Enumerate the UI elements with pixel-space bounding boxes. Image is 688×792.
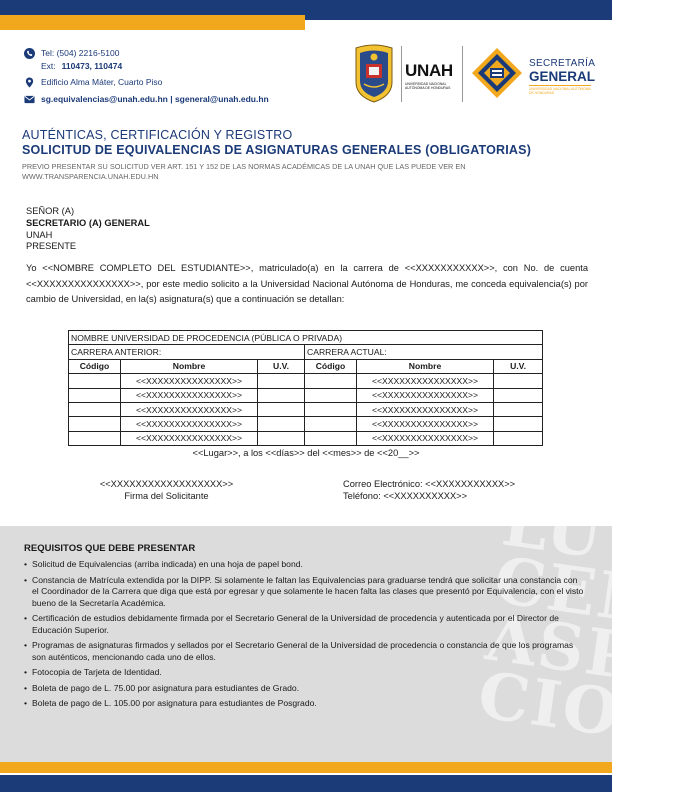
list-item: • Programas de asignaturas firmados y sellados por el Secretario General de la Universidad de procedencia o constancia de que los programas son auténticos, mencionando cada uno de ellos. [24, 640, 584, 663]
secretaria-general-emblem-icon [470, 46, 524, 100]
uv-cell[interactable] [258, 388, 305, 402]
bottom-banner-gold [0, 762, 612, 773]
sg-logo-line1: SECRETARÍA [529, 58, 596, 69]
decorative-watermark: LU CEM ASPI CIO [473, 485, 676, 752]
uv-cell[interactable] [258, 417, 305, 431]
logo-divider [462, 46, 463, 102]
code-cell[interactable] [69, 402, 121, 416]
phone-text: Tel: (504) 2216-5100 [41, 48, 120, 58]
table-row [69, 374, 543, 388]
column-header: Nombre [357, 359, 494, 373]
previous-career-field[interactable]: CARRERA ANTERIOR: [69, 345, 305, 359]
phone-icon [24, 48, 35, 59]
code-cell[interactable] [305, 431, 357, 445]
table-row [69, 402, 543, 416]
section-heading: AUTÉNTICAS, CERTIFICACIÓN Y REGISTRO [22, 128, 293, 142]
unah-seal-icon [352, 44, 396, 104]
uv-cell[interactable] [258, 374, 305, 388]
address-text: Edificio Alma Máter, Cuarto Piso [41, 77, 163, 87]
code-cell[interactable] [69, 417, 121, 431]
name-cell[interactable]: <<XXXXXXXXXXXXXXX>> [121, 431, 258, 445]
column-header: U.V. [494, 359, 543, 373]
addressee-line: PRESENTE [26, 241, 77, 252]
uv-cell[interactable] [494, 374, 543, 388]
signature-block [94, 479, 239, 502]
code-cell[interactable] [305, 402, 357, 416]
addressee-block [26, 206, 150, 253]
equivalence-table [68, 330, 543, 446]
sg-logo-line2: GENERAL [529, 69, 596, 84]
code-cell[interactable] [69, 374, 121, 388]
unah-logo-text: UNAH [405, 61, 453, 80]
list-item: • Solicitud de Equivalencias (arriba indicada) en una hoja de papel bond. [24, 559, 584, 571]
addressee-line: SEÑOR (A) [26, 206, 75, 216]
university-field[interactable]: NOMBRE UNIVERSIDAD DE PROCEDENCIA (PÚBLICA O PRIVADA) [69, 331, 543, 345]
ext-value: 110473, 110474 [61, 61, 123, 71]
name-cell[interactable]: <<XXXXXXXXXXXXXXX>> [357, 402, 494, 416]
name-cell[interactable]: <<XXXXXXXXXXXXXXX>> [357, 417, 494, 431]
form-title: SOLICITUD DE EQUIVALENCIAS DE ASIGNATURAS GENERALES (OBLIGATORIAS) [22, 143, 532, 157]
contact-block [24, 47, 269, 106]
uv-cell[interactable] [494, 388, 543, 402]
signature-label: Firma del Solicitante [124, 490, 209, 501]
uv-cell[interactable] [494, 402, 543, 416]
code-cell[interactable] [69, 431, 121, 445]
list-item: • Boleta de pago de L. 105.00 por asignatura para estudiantes de Posgrado. [24, 698, 584, 710]
logos-area [352, 44, 596, 106]
name-cell[interactable]: <<XXXXXXXXXXXXXXX>> [357, 374, 494, 388]
list-item: • Boleta de pago de L. 75.00 por asignatura para estudiantes de Grado. [24, 683, 584, 695]
name-cell[interactable]: <<XXXXXXXXXXXXXXX>> [357, 388, 494, 402]
column-header: Código [305, 359, 357, 373]
name-cell[interactable]: <<XXXXXXXXXXXXXXX>> [121, 402, 258, 416]
list-item: • Constancia de Matrícula extendida por la DIPP. Si solamente le faltan las Equivalencias para graduarse tendrá que solicitar una constancia con el Coordinador de la Carrera que diga que está por egresar y que solamente le hacen falta las clases que presentó por Equivalencia, con el visto bueno de la Secretaría Académica. [24, 575, 584, 610]
contact-fields-block [343, 479, 515, 502]
table-row [69, 431, 543, 445]
table-row [69, 388, 543, 402]
uv-cell[interactable] [494, 417, 543, 431]
uv-cell[interactable] [258, 431, 305, 445]
requirements-title: REQUISITOS QUE DEBE PRESENTAR [24, 543, 196, 554]
location-pin-icon [24, 77, 35, 88]
email-text[interactable]: sg.equivalencias@unah.edu.hn | sgeneral@unah.edu.hn [41, 94, 269, 104]
name-cell[interactable]: <<XXXXXXXXXXXXXXX>> [121, 417, 258, 431]
column-header: Código [69, 359, 121, 373]
list-item: • Certificación de estudios debidamente firmada por el Secretario General de la Universidad de procedencia y autenticada por el Director de Educación Superior. [24, 613, 584, 636]
table-header-row [69, 359, 543, 373]
table-row [69, 345, 543, 359]
table-row [69, 331, 543, 345]
phone-field[interactable]: Teléfono: <<XXXXXXXXXX>> [343, 490, 468, 501]
code-cell[interactable] [305, 417, 357, 431]
uv-cell[interactable] [258, 402, 305, 416]
name-cell[interactable]: <<XXXXXXXXXXXXXXX>> [121, 388, 258, 402]
pre-submission-note: PREVIO PRESENTAR SU SOLICITUD VER ART. 151 Y 152 DE LAS NORMAS ACADÉMICAS DE LA UNAH QUE LAS PUEDE VER EN WWW.TRANSPARENCIA.UNAH.EDU.HN [22, 162, 466, 181]
email-icon [24, 94, 35, 105]
sg-logo-subtitle: UNIVERSIDAD NACIONAL AUTÓNOMA DE HONDURAS [529, 87, 591, 95]
unah-logo-subtitle: UNIVERSIDAD NACIONAL AUTÓNOMA DE HONDURAS [405, 82, 451, 90]
current-career-field[interactable]: CARRERA ACTUAL: [305, 345, 543, 359]
list-item: • Fotocopia de Tarjeta de Identidad. [24, 667, 584, 679]
logo-divider [401, 46, 402, 102]
request-paragraph: Yo <<NOMBRE COMPLETO DEL ESTUDIANTE>>, matriculado(a) en la carrera de <<XXXXXXXXXXX>>, con No. de cuenta <<XXXXXXXXXXXXXXX>>, por este medio solicito a la Universidad Nacional Autónoma de Honduras, me conceda equivalencia(s) por cambio de Universidad, en la(s) asignatura(s) que a continuación se detallan: [26, 263, 588, 304]
sg-logo-underline [529, 85, 591, 86]
column-header: U.V. [258, 359, 305, 373]
top-banner-gold [0, 15, 305, 30]
place-date-line[interactable]: <<Lugar>>, a los <<días>> del <<mes>> de <<20__>> [192, 448, 420, 458]
table-row [69, 417, 543, 431]
signature-placeholder[interactable]: <<XXXXXXXXXXXXXXXXXX>> [99, 479, 234, 489]
ext-label: Ext: [41, 61, 56, 71]
code-cell[interactable] [305, 388, 357, 402]
email-field[interactable]: Correo Electrónico: <<XXXXXXXXXXX>> [343, 479, 516, 489]
column-header: Nombre [121, 359, 258, 373]
code-cell[interactable] [305, 374, 357, 388]
addressee-line: UNAH [26, 229, 53, 240]
name-cell[interactable]: <<XXXXXXXXXXXXXXX>> [357, 431, 494, 445]
code-cell[interactable] [69, 388, 121, 402]
addressee-line: SECRETARIO (A) GENERAL [26, 217, 150, 228]
uv-cell[interactable] [494, 431, 543, 445]
name-cell[interactable]: <<XXXXXXXXXXXXXXX>> [121, 374, 258, 388]
bottom-banner-navy [0, 775, 612, 792]
extension-line [24, 60, 269, 73]
requirements-list [24, 559, 584, 714]
